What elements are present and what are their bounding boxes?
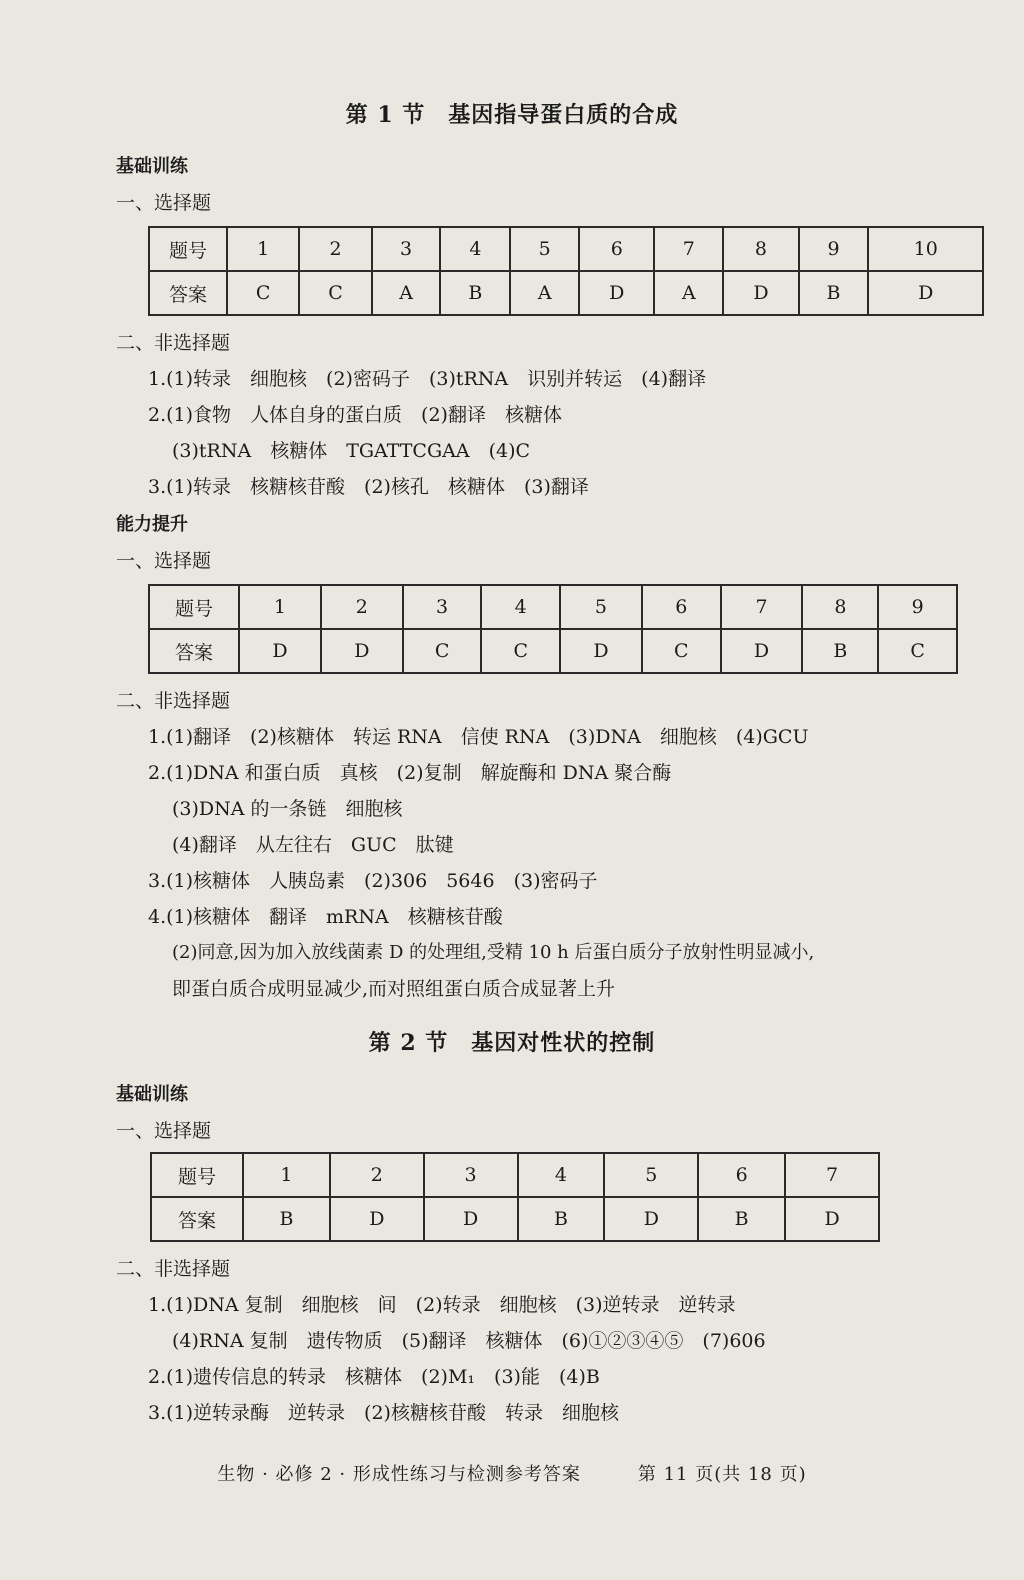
answer-label-cell: 答案 bbox=[149, 271, 227, 315]
answer-line: (2)同意,因为加入放线菌素 D 的处理组,受精 10 h 后蛋白质分子放射性明显减小, bbox=[172, 942, 815, 963]
answer-cell: C bbox=[481, 629, 560, 673]
answer-cell: A bbox=[654, 271, 723, 315]
answer-cell: C bbox=[403, 629, 482, 673]
answer-cell: D bbox=[321, 629, 403, 673]
answer-line: (4)翻译 从左往右 GUC 肽键 bbox=[172, 834, 454, 856]
answer-cell: D bbox=[721, 629, 803, 673]
number-cell: 9 bbox=[799, 227, 869, 271]
section1-basic-answer-table bbox=[148, 226, 984, 316]
answer-cell: D bbox=[785, 1197, 879, 1241]
answer-label-cell: 答案 bbox=[151, 1197, 243, 1241]
number-cell: 7 bbox=[785, 1153, 879, 1197]
number-cell: 6 bbox=[642, 585, 721, 629]
table-row-answers bbox=[149, 271, 983, 315]
table-row-numbers bbox=[151, 1153, 879, 1197]
answer-cell: D bbox=[560, 629, 642, 673]
section1-advanced-answer-table bbox=[148, 584, 958, 674]
number-cell: 9 bbox=[878, 585, 957, 629]
answer-cell: A bbox=[510, 271, 579, 315]
answer-cell: B bbox=[799, 271, 869, 315]
answer-line: (4)RNA 复制 遗传物质 (5)翻译 核糖体 (6)①②③④⑤ (7)606 bbox=[172, 1330, 766, 1352]
number-cell: 7 bbox=[721, 585, 803, 629]
section1-title: 第 1 节 基因指导蛋白质的合成 bbox=[345, 102, 679, 128]
number-cell: 10 bbox=[868, 227, 983, 271]
table-row-answers bbox=[149, 629, 957, 673]
answer-cell: C bbox=[878, 629, 957, 673]
section1-advanced-heading: 能力提升 bbox=[116, 514, 188, 535]
number-cell: 6 bbox=[579, 227, 654, 271]
number-cell: 3 bbox=[372, 227, 441, 271]
section1-advanced-choice-label: 一、选择题 bbox=[116, 550, 212, 572]
answer-line: 3.(1)转录 核糖核苷酸 (2)核孔 核糖体 (3)翻译 bbox=[148, 476, 589, 498]
number-cell: 5 bbox=[604, 1153, 698, 1197]
page-footer: 生物 · 必修 2 · 形成性练习与检测参考答案 第 11 页(共 18 页) bbox=[217, 1464, 807, 1485]
number-cell: 2 bbox=[299, 227, 371, 271]
section2-basic-heading: 基础训练 bbox=[116, 1084, 188, 1105]
number-cell: 2 bbox=[330, 1153, 424, 1197]
answer-cell: C bbox=[642, 629, 721, 673]
answer-cell: B bbox=[440, 271, 510, 315]
answer-line: (3)tRNA 核糖体 TGATTCGAA (4)C bbox=[172, 440, 531, 462]
answer-line: 1.(1)DNA 复制 细胞核 间 (2)转录 细胞核 (3)逆转录 逆转录 bbox=[148, 1294, 736, 1316]
table-row-numbers bbox=[149, 585, 957, 629]
number-cell: 7 bbox=[654, 227, 723, 271]
number-cell: 4 bbox=[518, 1153, 605, 1197]
section2-basic-choice-label: 一、选择题 bbox=[116, 1120, 212, 1142]
answer-cell: D bbox=[424, 1197, 518, 1241]
answer-cell: D bbox=[868, 271, 983, 315]
number-cell: 8 bbox=[723, 227, 798, 271]
header-label-cell: 题号 bbox=[149, 227, 227, 271]
answer-line: (3)DNA 的一条链 细胞核 bbox=[172, 798, 403, 820]
number-cell: 2 bbox=[321, 585, 403, 629]
number-cell: 4 bbox=[481, 585, 560, 629]
number-cell: 1 bbox=[243, 1153, 330, 1197]
answer-line: 4.(1)核糖体 翻译 mRNA 核糖核苷酸 bbox=[148, 906, 503, 928]
number-cell: 3 bbox=[424, 1153, 518, 1197]
answer-cell: D bbox=[239, 629, 321, 673]
answer-label-cell: 答案 bbox=[149, 629, 239, 673]
number-cell: 6 bbox=[698, 1153, 785, 1197]
answer-line: 2.(1)遗传信息的转录 核糖体 (2)M₁ (3)能 (4)B bbox=[148, 1366, 600, 1388]
answer-cell: C bbox=[299, 271, 371, 315]
section1-advanced-nonchoice-label: 二、非选择题 bbox=[116, 690, 231, 712]
answer-cell: D bbox=[579, 271, 654, 315]
answer-line: 即蛋白质合成明显减少,而对照组蛋白质合成显著上升 bbox=[172, 978, 616, 1000]
answer-cell: B bbox=[243, 1197, 330, 1241]
header-label-cell: 题号 bbox=[151, 1153, 243, 1197]
answer-line: 3.(1)逆转录酶 逆转录 (2)核糖核苷酸 转录 细胞核 bbox=[148, 1402, 619, 1424]
section1-basic-heading: 基础训练 bbox=[116, 156, 188, 177]
number-cell: 5 bbox=[560, 585, 642, 629]
section2-basic-answer-table bbox=[150, 1152, 880, 1242]
number-cell: 3 bbox=[403, 585, 482, 629]
answer-cell: A bbox=[372, 271, 441, 315]
section1-basic-choice-label: 一、选择题 bbox=[116, 192, 212, 214]
answer-line: 3.(1)核糖体 人胰岛素 (2)306 5646 (3)密码子 bbox=[148, 870, 598, 892]
answer-cell: D bbox=[723, 271, 798, 315]
answer-cell: D bbox=[604, 1197, 698, 1241]
section2-title: 第 2 节 基因对性状的控制 bbox=[368, 1030, 656, 1056]
answer-cell: B bbox=[698, 1197, 785, 1241]
answer-cell: B bbox=[802, 629, 878, 673]
number-cell: 8 bbox=[802, 585, 878, 629]
answer-line: 1.(1)翻译 (2)核糖体 转运 RNA 信使 RNA (3)DNA 细胞核 (4)GCU bbox=[148, 726, 809, 748]
section1-basic-nonchoice-label: 二、非选择题 bbox=[116, 332, 231, 354]
number-cell: 1 bbox=[227, 227, 299, 271]
answer-line: 2.(1)食物 人体自身的蛋白质 (2)翻译 核糖体 bbox=[148, 404, 562, 426]
answer-line: 2.(1)DNA 和蛋白质 真核 (2)复制 解旋酶和 DNA 聚合酶 bbox=[148, 762, 672, 784]
number-cell: 5 bbox=[510, 227, 579, 271]
answer-cell: C bbox=[227, 271, 299, 315]
answer-cell: B bbox=[518, 1197, 605, 1241]
answer-line: 1.(1)转录 细胞核 (2)密码子 (3)tRNA 识别并转运 (4)翻译 bbox=[148, 368, 707, 390]
section2-basic-nonchoice-label: 二、非选择题 bbox=[116, 1258, 231, 1280]
answer-cell: D bbox=[330, 1197, 424, 1241]
table-row-answers bbox=[151, 1197, 879, 1241]
number-cell: 4 bbox=[440, 227, 510, 271]
table-row-numbers bbox=[149, 227, 983, 271]
header-label-cell: 题号 bbox=[149, 585, 239, 629]
number-cell: 1 bbox=[239, 585, 321, 629]
